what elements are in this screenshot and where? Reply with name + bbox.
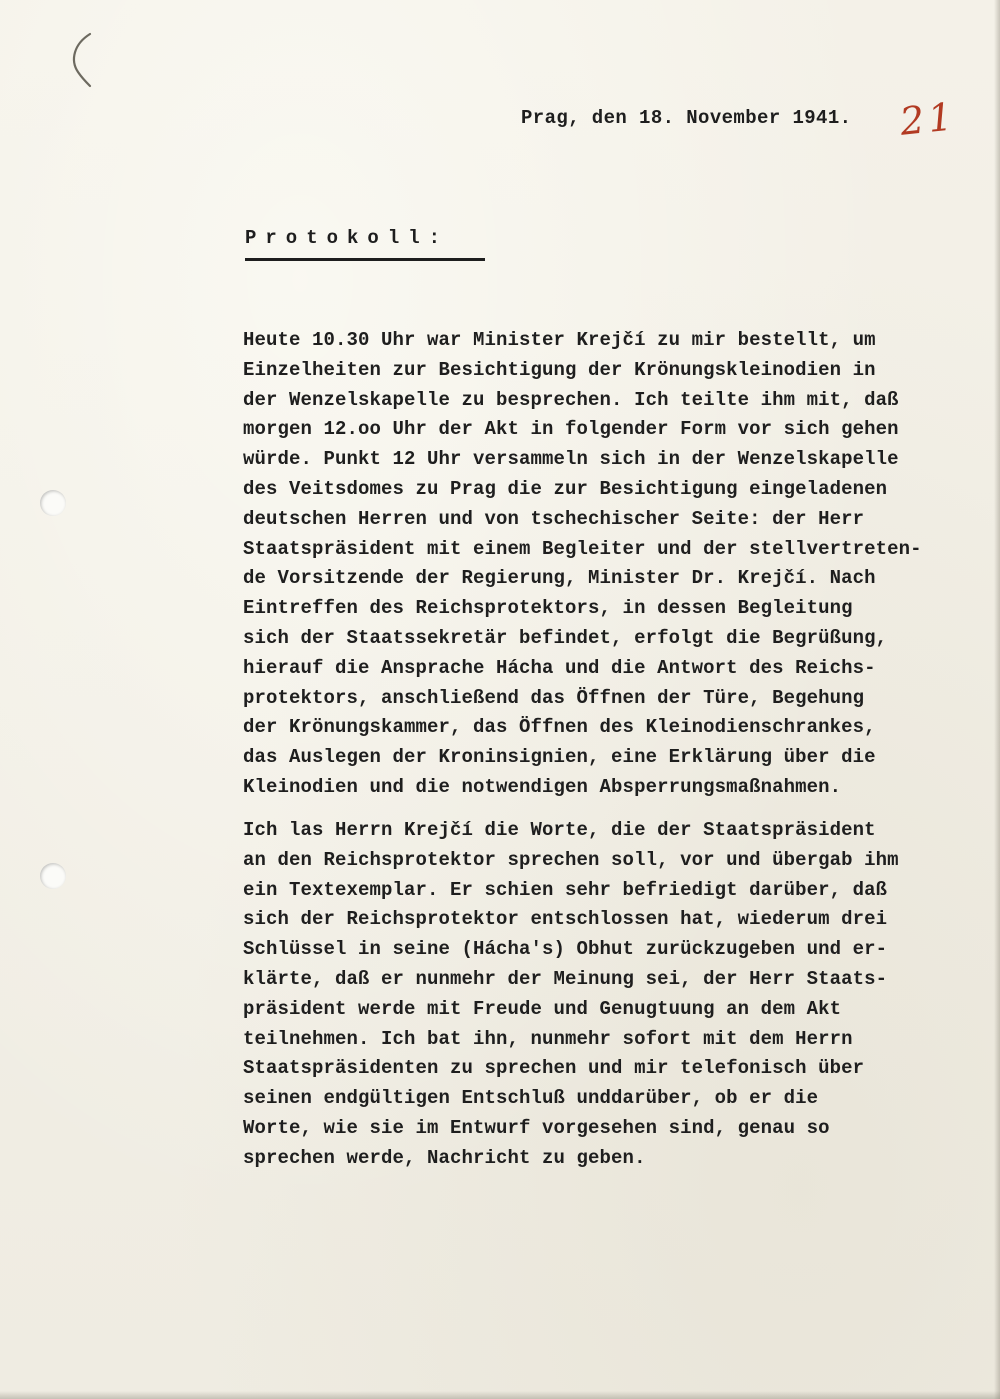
text-line: würde. Punkt 12 Uhr versammeln sich in der Wenzelskapelle	[243, 448, 899, 471]
text-line: sich der Staatssekretär befindet, erfolgt die Begrüßung,	[243, 626, 888, 649]
text-line: protektors, anschließend das Öffnen der Türe, Begehung	[243, 686, 865, 709]
text-line: Worte, wie sie im Entwurf vorgesehen sind, genau so	[243, 1116, 830, 1139]
text-line: Einzelheiten zur Besichtigung der Krönungskleinodien in	[243, 358, 876, 381]
punch-hole	[40, 490, 66, 516]
text-line: klärte, daß er nunmehr der Meinung sei, der Herr Staats-	[243, 967, 888, 990]
document-heading: Protokoll:	[245, 227, 450, 249]
paragraph-2	[243, 816, 988, 1174]
text-line: sich der Reichsprotektor entschlossen hat, wiederum drei	[243, 908, 888, 931]
text-line: hierauf die Ansprache Hácha und die Antwort des Reichs-	[243, 656, 876, 679]
page-edge-shadow	[994, 0, 1000, 1399]
text-line: morgen 12.oo Uhr der Akt in folgender Form vor sich gehen	[243, 418, 899, 441]
text-line: präsident werde mit Freude und Genugtuung an dem Akt	[243, 997, 842, 1020]
text-line: teilnehmen. Ich bat ihn, nunmehr sofort mit dem Herrn	[243, 1027, 853, 1050]
text-line: Staatspräsidenten zu sprechen und mir telefonisch über	[243, 1057, 865, 1080]
text-line: Ich las Herrn Krejčí die Worte, die der Staatspräsident	[243, 819, 876, 841]
punch-hole	[40, 863, 66, 889]
text-line: sprechen werde, Nachricht zu geben.	[243, 1146, 646, 1169]
text-line: der Wenzelskapelle zu besprechen. Ich teilte ihm mit, daß	[243, 388, 899, 411]
text-line: Schlüssel in seine (Hácha's) Obhut zurückzugeben und er-	[243, 938, 888, 961]
text-line: Eintreffen des Reichsprotektors, in dessen Begleitung	[243, 597, 853, 620]
text-line: das Auslegen der Kroninsignien, eine Erklärung über die	[243, 746, 876, 769]
text-line: de Vorsitzende der Regierung, Minister Dr. Krejčí. Nach	[243, 567, 876, 590]
binding-mark-icon	[66, 30, 100, 90]
paragraph-1	[243, 326, 988, 803]
text-line: des Veitsdomes zu Prag die zur Besichtigung eingeladenen	[243, 477, 888, 500]
text-line: ein Textexemplar. Er schien sehr befriedigt darüber, daß	[243, 878, 888, 901]
page-edge-shadow-bottom	[0, 1391, 1000, 1399]
text-line: seinen endgültigen Entschluß unddarüber, ob er die	[243, 1087, 819, 1110]
text-line: an den Reichsprotektor sprechen soll, vor und übergab ihm	[243, 848, 899, 871]
text-line: deutschen Herren und von tschechischer Seite: der Herr	[243, 507, 865, 530]
text-line: der Krönungskammer, das Öffnen des Kleinodienschrankes,	[243, 716, 876, 739]
heading-underline	[245, 258, 485, 261]
text-line: Heute 10.30 Uhr war Minister Krejčí zu mir bestellt, um	[243, 329, 876, 351]
handwritten-page-number: 21	[897, 94, 959, 144]
date-line: Prag, den 18. November 1941.	[521, 107, 852, 129]
text-line: Staatspräsident mit einem Begleiter und der stellvertreten-	[243, 537, 922, 560]
text-line: Kleinodien und die notwendigen Absperrungsmaßnahmen.	[243, 775, 842, 798]
